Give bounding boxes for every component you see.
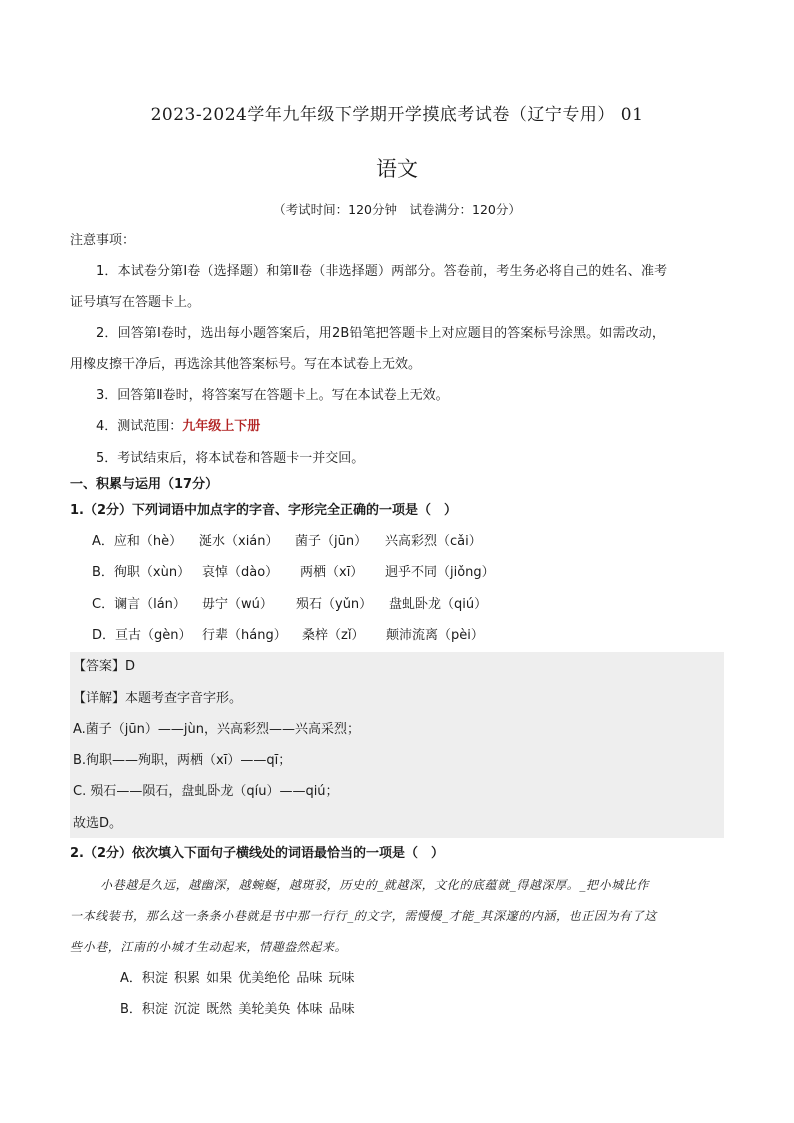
question-1-stem-text: 1.（2分）下列词语中加点字的字音、字形完全正确的一项是（ ）	[70, 503, 458, 518]
q1-c-word-1: C．谰言（lán）	[92, 597, 186, 612]
note-2-line-2: 用橡皮擦干净后，再选涂其他答案标号。写在本试卷上无效。	[70, 357, 422, 372]
q1-d-word-1: D．亘古（gèn）	[92, 628, 192, 643]
q1-a-word-1: A．应和（hè）	[92, 534, 183, 549]
page-title: 2023-2024学年九年级下学期开学摸底考试卷（辽宁专用） 01	[150, 105, 644, 125]
answer-explanation-box	[70, 652, 724, 838]
q1-option-d	[92, 627, 484, 645]
question-2-stem	[70, 845, 444, 863]
q2-passage-line-2: 一本线装书，那么这一条条小巷就是书中那一行行_的文字，需慢慢_才能_其深邃的内涵，也正因为有了这	[70, 909, 657, 923]
q1-d-word-3: 桑梓（zǐ）	[302, 628, 365, 643]
time-info: （考试时间：120分钟 试卷满分：120分）	[273, 202, 521, 217]
q1-c-word-3: 殒石（yǔn）	[296, 597, 373, 612]
note-4	[96, 418, 260, 436]
q1-explain-a: A.菌子（jūn）——jùn，兴高彩烈——兴高采烈；	[73, 722, 360, 737]
q1-explain-b: B.徇职——殉职，两栖（xī）——qī；	[73, 753, 292, 768]
q1-explain-c: C. 殒石——陨石，盘虬卧龙（qíu）——qiú；	[73, 784, 339, 799]
q1-c-word-2: 毋宁（wú）	[202, 597, 273, 612]
q1-option-c	[92, 596, 487, 614]
q2-passage-line-3: 些小巷，江南的小城才生动起来，情趣盎然起来。	[70, 940, 348, 954]
note-1-line-2: 证号填写在答题卡上。	[70, 295, 201, 310]
question-1-stem	[70, 502, 457, 520]
q1-d-word-4: 颠沛流离（pèi）	[386, 628, 484, 643]
q1-a-word-2: 涎水（xián）	[199, 534, 279, 549]
note-5: 5．考试结束后，将本试卷和答题卡一并交回。	[96, 451, 365, 466]
q1-b-word-3: 两栖（xī）	[300, 565, 364, 580]
q1-b-word-2: 哀悼（dào）	[202, 565, 279, 580]
q1-option-b	[92, 564, 495, 582]
q1-option-a	[92, 533, 482, 551]
note-2-line-1: 2．回答第Ⅰ卷时，选出每小题答案后，用2B铅笔把答题卡上对应题目的答案标号涂黑。如需改动，	[96, 326, 666, 341]
q2-option-a: A．积淀 积累 如果 优美绝伦 品味 玩味	[120, 971, 355, 986]
notes-heading: 注意事项：	[70, 233, 136, 248]
note-3: 3．回答第Ⅱ卷时，将答案写在答题卡上。写在本试卷上无效。	[96, 388, 449, 403]
q1-d-word-2: 行辈（háng）	[202, 628, 287, 643]
section-1-heading: 一、积累与运用（17分）	[70, 477, 219, 492]
q2-passage-line-1: 小巷越是久远，越幽深，越蜿蜒，越斑驳，历史的_就越深，文化的底蕴就_得越深厚。_把小城比作	[100, 878, 650, 892]
question-2-stem-text: 2.（2分）依次填入下面句子横线处的词语最恰当的一项是（ ）	[70, 846, 445, 861]
q1-a-word-4: 兴高彩烈（cǎi）	[385, 534, 482, 549]
note-1-line-1: 1．本试卷分第Ⅰ卷（选择题）和第Ⅱ卷（非选择题）两部分。答卷前，考生务必将自己的姓名、准考	[96, 264, 668, 279]
q1-explain-title: 【详解】本题考查字音字形。	[73, 691, 243, 706]
q1-c-word-4: 盘虬卧龙（qiú）	[389, 597, 488, 612]
note-4-prefix: 4．测试范围：	[96, 419, 183, 434]
q1-b-word-1: B．徇职（xùn）	[92, 565, 191, 580]
q1-conclusion: 故选D。	[73, 816, 123, 831]
q1-b-word-4: 迥乎不同（jiǒng）	[385, 565, 495, 580]
test-range: 九年级上下册	[182, 419, 261, 434]
q1-a-word-3: 菌子（jūn）	[295, 534, 368, 549]
q1-answer: 【答案】D	[73, 659, 136, 674]
subject-title: 语文	[376, 157, 418, 181]
q2-option-b: B．积淀 沉淀 既然 美轮美奂 体味 品味	[120, 1002, 355, 1017]
